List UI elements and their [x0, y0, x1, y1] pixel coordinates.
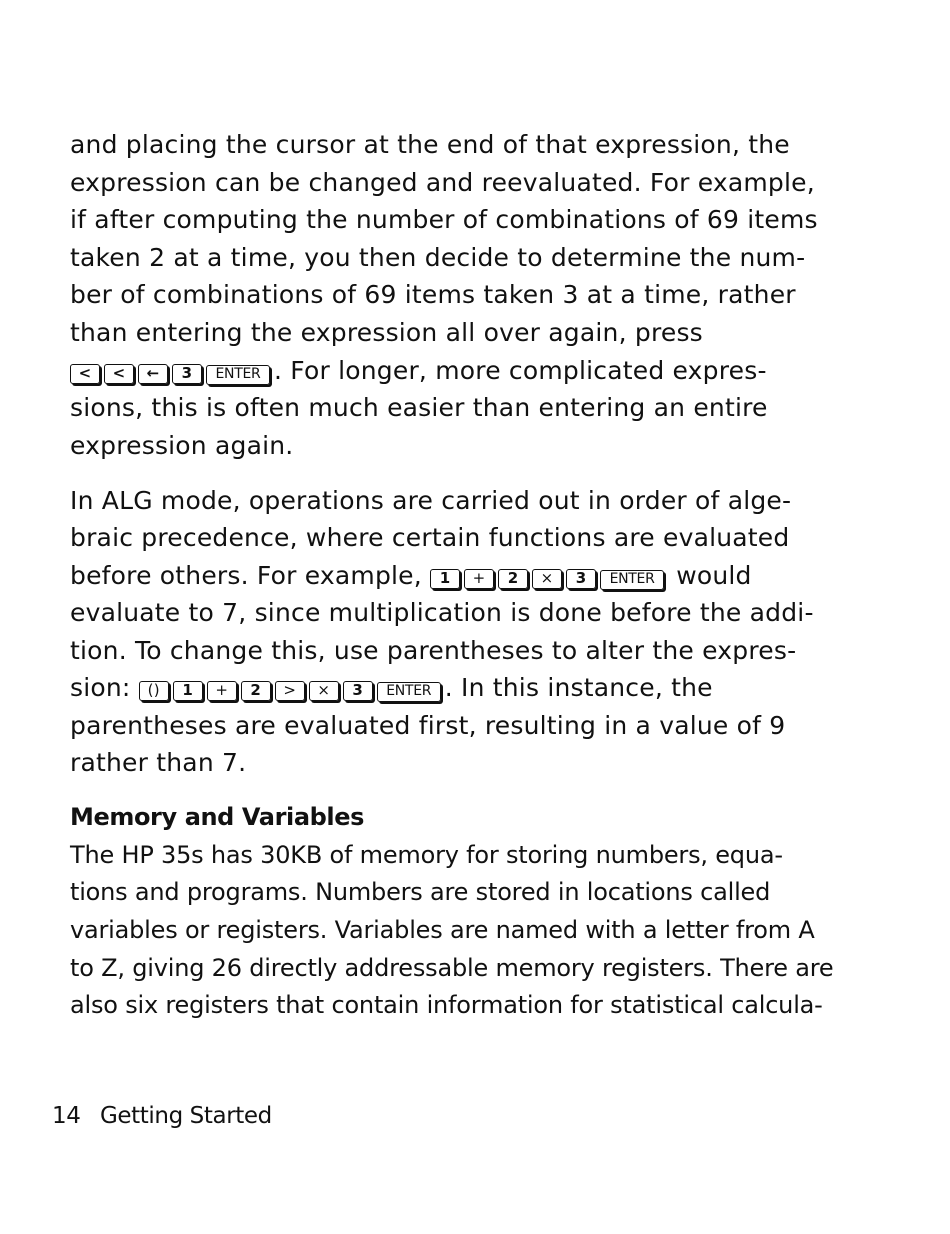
paragraph-2-line-5: tion. To change this, use parentheses to alter the expres-: [70, 636, 797, 665]
plus-key: +: [207, 681, 237, 701]
section-line-2: tions and programs. Numbers are stored in locations called: [70, 878, 771, 906]
key-3: 3: [172, 364, 202, 384]
paragraph-1-line-9: expression again.: [70, 431, 294, 460]
key-2: 2: [241, 681, 271, 701]
paragraph-1-line-6: than entering the expression all over again, press: [70, 318, 703, 347]
backspace-key: ←: [138, 364, 168, 384]
section-line-3: variables or registers. Variables are named with a letter from A: [70, 916, 815, 944]
key-3: 3: [343, 681, 373, 701]
paragraph-1-line-1: and placing the cursor at the end of that expression, the: [70, 130, 790, 159]
key-2: 2: [498, 569, 528, 589]
paragraph-1-line-3: if after computing the number of combinations of 69 items: [70, 205, 818, 234]
paragraph-2-line-6: [70, 669, 713, 706]
multiply-key: ×: [309, 681, 339, 701]
right-arrow-key: >: [275, 681, 305, 701]
left-arrow-key: <: [70, 364, 100, 384]
section-line-5: also six registers that contain information for statistical calcula-: [70, 991, 823, 1019]
key-3: 3: [566, 569, 596, 589]
paragraph-2-line-4: evaluate to 7, since multiplication is done before the addi-: [70, 598, 814, 627]
page-number: 14: [52, 1103, 81, 1129]
section-line-1: The HP 35s has 30KB of memory for storing numbers, equa-: [70, 841, 783, 869]
paragraph-1-line-2: expression can be changed and reevaluated. For example,: [70, 168, 815, 197]
paragraph-2-line-7: parentheses are evaluated first, resulting in a value of 9: [70, 711, 786, 740]
paragraph-1-line-4: taken 2 at a time, you then decide to determine the num-: [70, 243, 806, 272]
section-line-4: to Z, giving 26 directly addressable memory registers. There are: [70, 954, 834, 982]
paragraph-2-line-3-end: would: [676, 561, 752, 590]
paragraph-1-line-7: [70, 352, 767, 389]
plus-key: +: [464, 569, 494, 589]
left-arrow-key: <: [104, 364, 134, 384]
footer-section-title: Getting Started: [100, 1103, 272, 1129]
paragraph-2-line-8: rather than 7.: [70, 748, 247, 777]
paragraph-2-line-1: In ALG mode, operations are carried out in order of alge-: [70, 486, 792, 515]
enter-key: ENTER: [600, 570, 664, 590]
enter-key: ENTER: [206, 365, 270, 385]
paragraph-1-line-8: sions, this is often much easier than entering an entire: [70, 393, 768, 422]
paragraph-2-line-2: braic precedence, where certain functions are evaluated: [70, 523, 790, 552]
enter-key: ENTER: [377, 682, 441, 702]
key-1: 1: [173, 681, 203, 701]
parentheses-key: (): [139, 681, 169, 701]
paragraph-1-line-7-text: . For longer, more complicated expres-: [274, 356, 767, 385]
paragraph-2-line-3: [70, 557, 752, 594]
paragraph-2-line-6-end: . In this instance, the: [444, 673, 713, 702]
section-heading: Memory and Variables: [70, 803, 364, 831]
key-1: 1: [430, 569, 460, 589]
multiply-key: ×: [532, 569, 562, 589]
page-footer: [52, 1103, 272, 1129]
paragraph-1-line-5: ber of combinations of 69 items taken 3 at a time, rather: [70, 280, 796, 309]
paragraph-2-line-6-text: sion:: [70, 673, 131, 702]
paragraph-2-line-3-text: before others. For example,: [70, 561, 422, 590]
